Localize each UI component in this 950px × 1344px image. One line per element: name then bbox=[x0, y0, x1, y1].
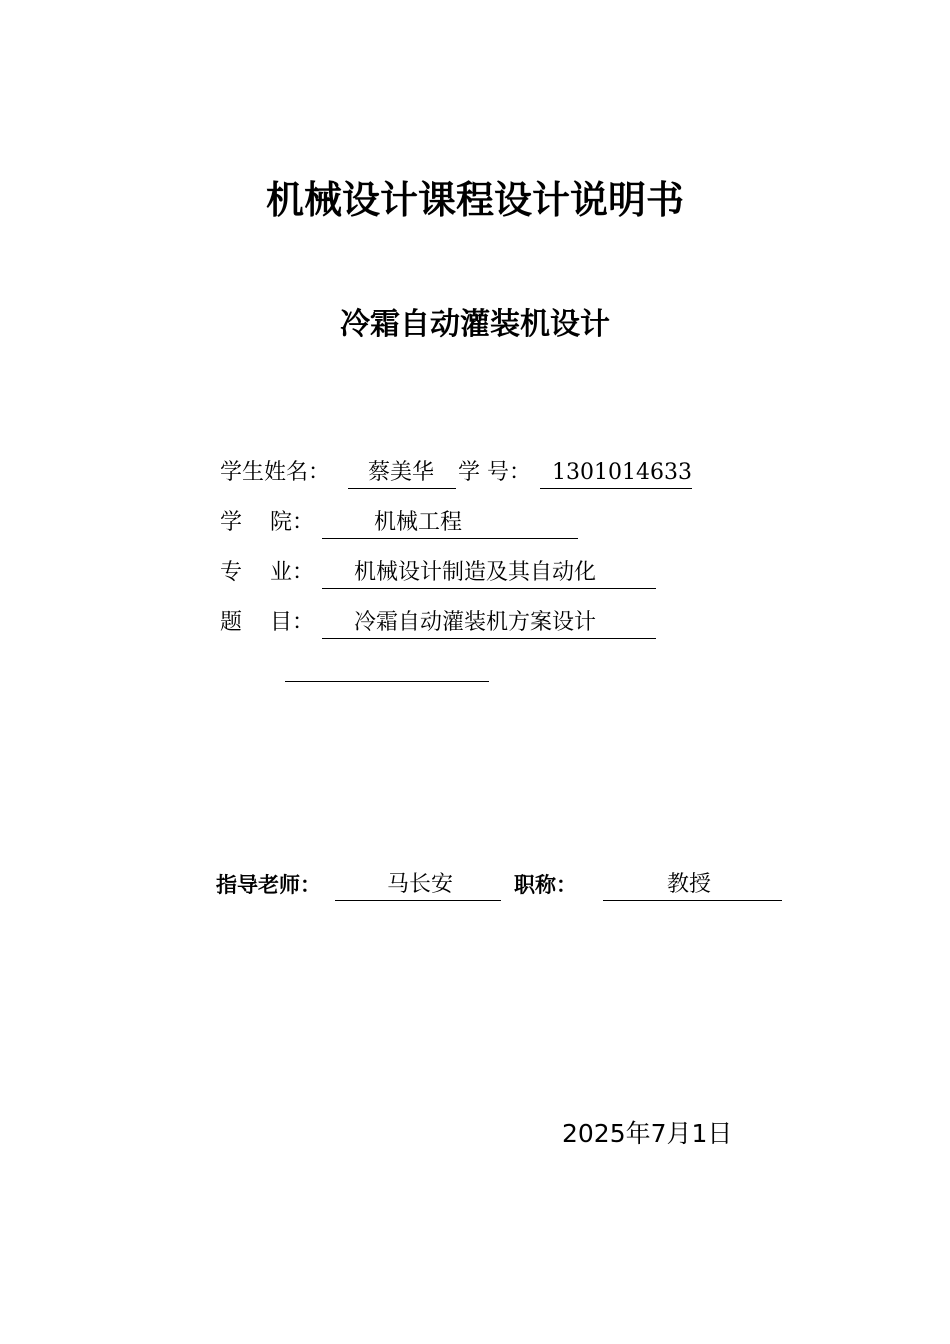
topic-row bbox=[0, 608, 950, 640]
student-name-label: 学生姓名： bbox=[220, 460, 331, 485]
document-subtitle: 冷霜自动灌装机设计 bbox=[340, 307, 610, 342]
college-row bbox=[0, 508, 950, 540]
major-label: 专 业： bbox=[220, 560, 314, 585]
college-label: 学 院： bbox=[220, 510, 314, 535]
college-value: 机械工程 bbox=[374, 510, 463, 535]
document-date: 2025年7月1日 bbox=[562, 1119, 733, 1148]
student-id-label: 学 号： bbox=[458, 460, 531, 485]
major-row bbox=[0, 558, 950, 590]
major-value: 机械设计制造及其自动化 bbox=[354, 560, 597, 585]
topic-value: 冷霜自动灌装机方案设计 bbox=[354, 610, 597, 635]
topic-label: 题 目： bbox=[220, 610, 314, 635]
student-id-field bbox=[540, 458, 692, 489]
student-info-row bbox=[0, 458, 950, 490]
blank-underline bbox=[285, 681, 489, 682]
student-name-field bbox=[348, 458, 456, 489]
student-name-value: 蔡美华 bbox=[368, 460, 435, 485]
advisor-row bbox=[0, 870, 950, 902]
advisor-name-value: 马长安 bbox=[387, 872, 454, 897]
student-id-value: 1301014633 bbox=[552, 460, 692, 485]
college-field bbox=[322, 508, 578, 539]
academic-title-label: 职称： bbox=[514, 873, 577, 897]
advisor-label: 指导老师： bbox=[216, 873, 321, 897]
academic-title-field bbox=[603, 870, 782, 901]
topic-field bbox=[322, 608, 656, 639]
document-title: 机械设计课程设计说明书 bbox=[265, 178, 684, 222]
major-field bbox=[322, 558, 656, 589]
advisor-field bbox=[335, 870, 501, 901]
academic-title-value: 教授 bbox=[667, 872, 712, 897]
